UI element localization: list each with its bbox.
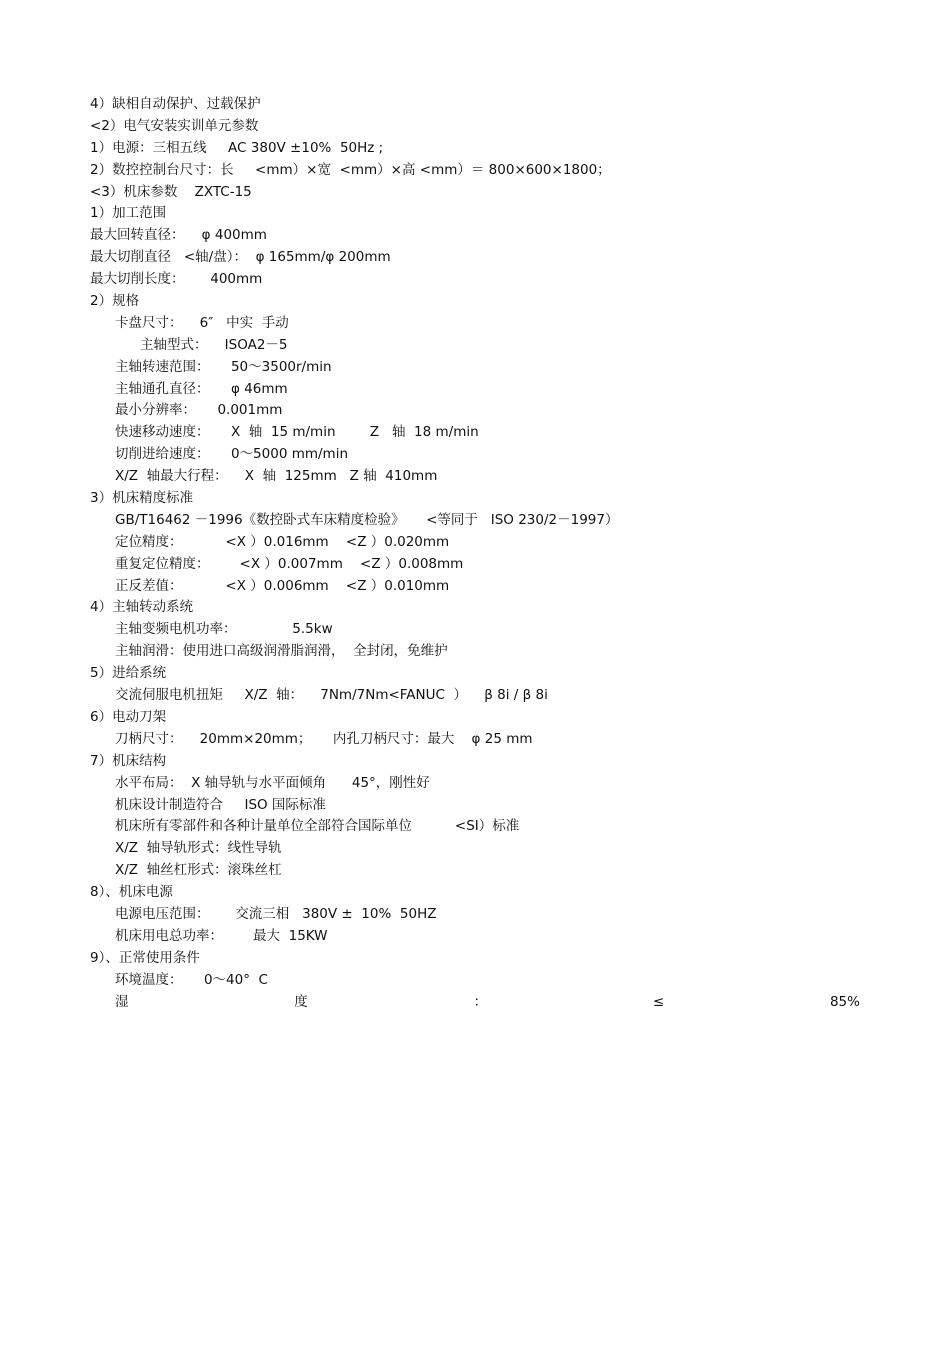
text-line: 切削进给速度： 0～5000 mm/min — [115, 446, 348, 463]
text-line: 定位精度： <X ）0.016mm <Z ）0.020mm — [115, 533, 450, 550]
text-line: 电源电压范围： 交流三相 380V ± 10% 50HZ — [115, 905, 437, 922]
text-line: 卡盘尺寸： 6″ 中实 手动 — [115, 314, 289, 331]
text-line: 最大回转直径： φ 400mm — [90, 227, 267, 244]
text-line: 环境温度： 0～40° C — [115, 971, 268, 988]
text-line: 8）、机床电源 — [90, 884, 173, 901]
text-line: 最小分辨率： 0.001mm — [115, 402, 283, 419]
text-line: X/Z 轴丝杠形式：滚珠丝杠 — [115, 862, 282, 879]
text-line: 主轴通孔直径： φ 46mm — [115, 380, 288, 397]
text-line: 快速移动速度： X 轴 15 m/min Z 轴 18 m/min — [115, 424, 479, 441]
text-line: GB/T16462 －1996《数控卧式车床精度检验》 <等同于 ISO 230/2－1997） — [115, 511, 619, 528]
humidity-part: 度 — [294, 993, 308, 1010]
text-line: 2）规格 — [90, 293, 140, 310]
spec-text-body — [90, 94, 870, 1013]
text-line: 9）、正常使用条件 — [90, 949, 200, 966]
text-line: 主轴转速范围： 50～3500r/min — [115, 358, 332, 375]
text-line: 机床所有零部件和各种计量单位全部符合国际单位 <SI）标准 — [115, 818, 520, 835]
text-line: 主轴润滑：使用进口高级润滑脂润滑， 全封闭，免维护 — [115, 643, 448, 660]
text-line: X/Z 轴最大行程： X 轴 125mm Z 轴 410mm — [115, 468, 438, 485]
text-line: <2）电气安装实训单元参数 — [90, 117, 259, 134]
text-line: 刀柄尺寸： 20mm×20mm； 内孔刀柄尺寸：最大 φ 25 mm — [115, 730, 533, 747]
text-line: 6）电动刀架 — [90, 708, 167, 725]
text-line: 最大切削长度： 400mm — [90, 271, 263, 288]
text-line: 机床设计制造符合 ISO 国际标准 — [115, 796, 326, 813]
humidity-part: 湿 — [115, 993, 129, 1010]
text-line: X/Z 轴导轨形式：线性导轨 — [115, 840, 282, 857]
humidity-part: ： — [473, 993, 488, 1010]
humidity-part: 85% — [829, 993, 860, 1010]
text-line: 4）主轴转动系统 — [90, 599, 194, 616]
text-line: 1）加工范围 — [90, 205, 167, 222]
humidity-part: ≤ — [652, 993, 665, 1010]
text-line: 正反差值： <X ）0.006mm <Z ）0.010mm — [115, 577, 450, 594]
text-line: 水平布局： X 轴导轨与水平面倾角 45°，刚性好 — [115, 774, 430, 791]
text-line: 7）机床结构 — [90, 752, 167, 769]
text-line: <3）机床参数 ZXTC-15 — [90, 183, 252, 200]
text-line: 机床用电总功率： 最大 15KW — [115, 927, 328, 944]
text-line: 重复定位精度： <X ）0.007mm <Z ）0.008mm — [115, 555, 464, 572]
text-line: 4）缺相自动保护、过载保护 — [90, 96, 261, 112]
text-line: 1）电源：三相五线 AC 380V ±10% 50Hz ; — [90, 139, 384, 156]
text-line: 5）进给系统 — [90, 665, 167, 682]
text-line: 主轴变频电机功率： 5.5kw — [115, 621, 333, 638]
text-line: 3）机床精度标准 — [90, 490, 194, 507]
text-line: 交流伺服电机扭矩 X/Z 轴： 7Nm/7Nm<FANUC ） β 8i / β 8i — [115, 687, 548, 704]
humidity-line — [90, 992, 860, 1014]
text-line: 2）数控控制台尺寸：长 <mm）×宽 <mm）×高 <mm）＝ 800×600×1800； — [90, 161, 611, 178]
text-line: 最大切削直径 <轴/盘）： φ 165mm/φ 200mm — [90, 249, 391, 266]
text-line: 主轴型式： ISOA2－5 — [140, 336, 288, 353]
